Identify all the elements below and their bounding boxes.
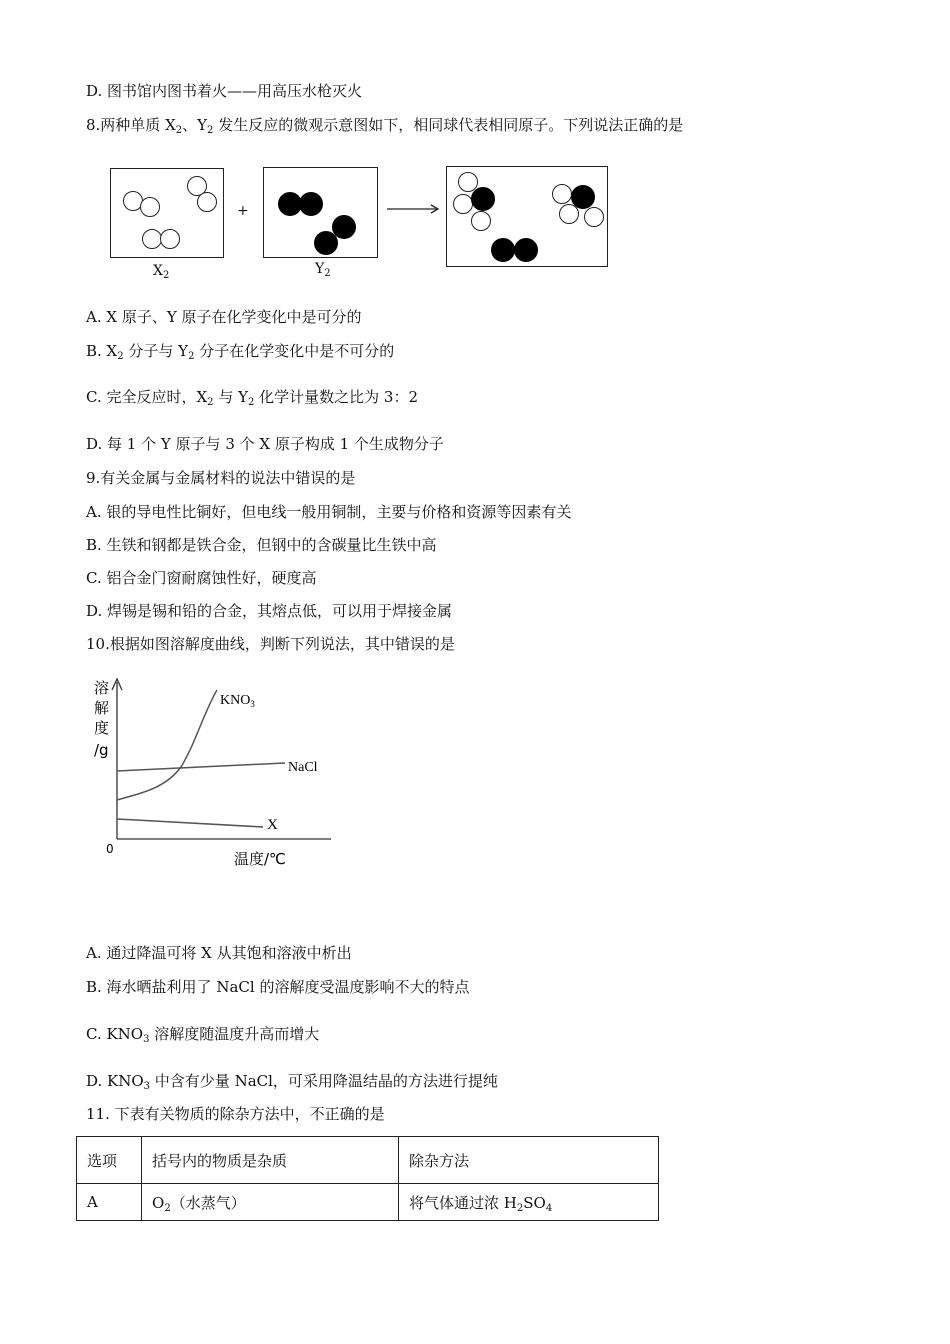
x-line	[117, 819, 263, 827]
q10-option-c: C. $KNO_3$ 溶解度随温度升高而增大	[86, 1025, 320, 1045]
origin-label: 0	[106, 842, 114, 856]
q10-stem: 10.根据如图溶解度曲线，判断下列说法，其中错误的是	[86, 635, 455, 653]
x-atom	[552, 184, 572, 204]
ylabel-1: 溶	[94, 679, 110, 697]
x-atom	[453, 194, 473, 214]
nacl-label: NaCl	[288, 760, 318, 775]
kno3-curve	[117, 690, 217, 800]
reaction-arrow-icon	[387, 202, 443, 216]
q10-option-b: B. 海水晒盐利用了 NaCl 的溶解度受温度影响不大的特点	[86, 978, 470, 996]
y-atom	[471, 187, 495, 211]
y-atom	[299, 192, 323, 216]
x-atom	[140, 197, 160, 217]
xlabel: 温度/℃	[234, 850, 286, 868]
row-a-impurity: $O_2$（水蒸气）	[142, 1184, 399, 1221]
y2-molecule-box	[263, 167, 378, 258]
q11-table	[76, 1136, 659, 1221]
q10-option-d: D. $KNO_3$ 中含有少量 NaCl，可采用降温结晶的方法进行提纯	[86, 1072, 498, 1092]
q7-option-d: D. 图书馆内图书着火——用高压水枪灭火	[86, 82, 363, 100]
kno3-label: $KNO_3$	[220, 693, 255, 709]
q9-option-d: D. 焊锡是锡和铅的合金，其熔点低，可以用于焊接金属	[86, 602, 453, 620]
x-atom	[584, 207, 604, 227]
q9-option-c: C. 铝合金门窗耐腐蚀性好，硬度高	[86, 569, 317, 587]
x-atom	[471, 211, 491, 231]
product-box	[446, 166, 608, 267]
q8-option-c: C. 完全反应时，$X_2$ 与 $Y_2$ 化学计量数之比为 3：2	[86, 388, 418, 408]
x-atom	[197, 192, 217, 212]
q9-option-a: A. 银的导电性比铜好，但电线一般用铜制，主要与价格和资源等因素有关	[86, 503, 572, 521]
row-a-method: 将气体通过浓 $H_2SO_4$	[399, 1184, 659, 1221]
q8-option-d: D. 每 1 个 Y 原子与 3 个 X 原子构成 1 个生成物分子	[86, 435, 444, 453]
q11-stem: 11. 下表有关物质的除杂方法中，不正确的是	[86, 1105, 385, 1123]
ylabel-4: /g	[94, 741, 109, 759]
x-atom	[160, 229, 180, 249]
row-a-option: A	[77, 1184, 142, 1221]
x-label: X	[267, 817, 278, 833]
table-row	[77, 1184, 659, 1221]
q8-stem: 8.两种单质 $X_2$、$Y_2$ 发生反应的微观示意图如下，相同球代表相同原子。下列说法正确的是	[86, 116, 684, 136]
x2-molecule-box	[110, 168, 224, 258]
y-atom	[314, 231, 338, 255]
y-atom	[571, 185, 595, 209]
header-method: 除杂方法	[399, 1137, 659, 1184]
nacl-line	[117, 763, 285, 771]
x2-label: $X_2$	[153, 263, 170, 281]
q8-option-b: B. $X_2$ 分子与 $Y_2$ 分子在化学变化中是不可分的	[86, 342, 395, 362]
y-atom	[491, 238, 515, 262]
header-impurity: 括号内的物质是杂质	[142, 1137, 399, 1184]
header-option: 选项	[77, 1137, 142, 1184]
plus-sign: +	[237, 203, 249, 219]
y2-label: $Y_2$	[315, 261, 331, 279]
y-atom	[514, 238, 538, 262]
q8-option-a: A. X 原子、Y 原子在化学变化中是可分的	[86, 308, 362, 326]
x-atom	[142, 229, 162, 249]
solubility-curve-graph	[86, 672, 346, 872]
ylabel-3: 度	[94, 719, 110, 737]
q10-option-a: A. 通过降温可将 X 从其饱和溶液中析出	[86, 944, 352, 962]
q9-option-b: B. 生铁和钢都是铁合金，但钢中的含碳量比生铁中高	[86, 536, 437, 554]
q9-stem: 9.有关金属与金属材料的说法中错误的是	[86, 469, 356, 487]
table-header-row	[77, 1137, 659, 1184]
ylabel-2: 解	[94, 699, 110, 717]
